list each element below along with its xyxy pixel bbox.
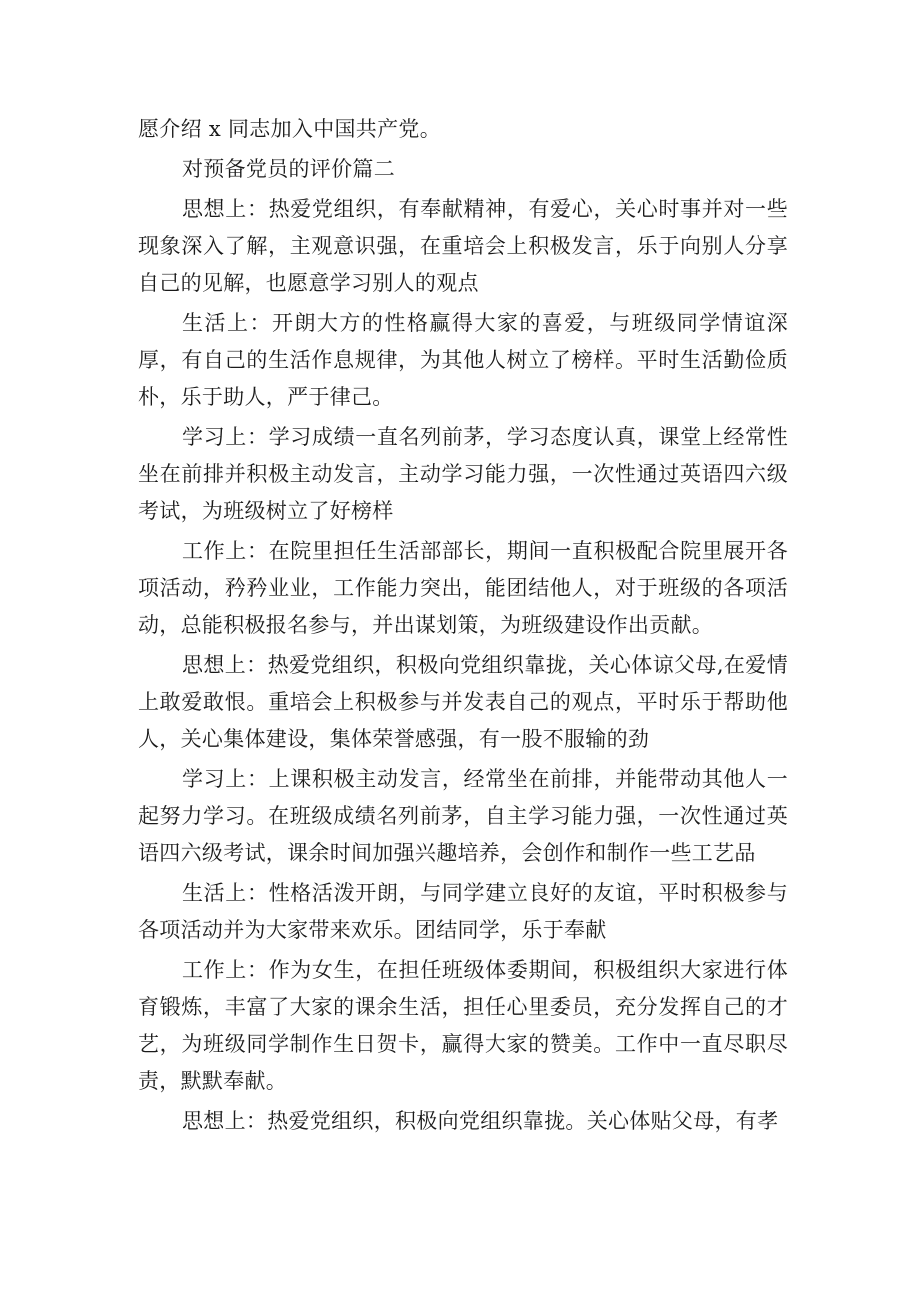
paragraph-work-1: 工作上：在院里担任生活部部长，期间一直积极配合院里展开各项活动，矜矜业业，工作能力突出，能团结他人，对于班级的各项活动，总能积极报名参与，并出谋划策，为班级建设作出贡献。 <box>138 539 788 637</box>
paragraph-thought-1: 思想上：热爱党组织，有奉献精神，有爱心，关心时事并对一些现象深入了解，主观意识强，在重培会上积极发言，乐于向别人分享自己的见解，也愿意学习别人的观点 <box>138 197 788 295</box>
section-heading: 对预备党员的评价篇二 <box>182 157 395 181</box>
paragraph-life-2: 生活上：性格活泼开朗，与同学建立良好的友谊，平时积极参与各项活动并为大家带来欢乐。团结同学，乐于奉献 <box>138 881 788 942</box>
paragraph-work-2: 工作上：作为女生，在担任班级体委期间，积极组织大家进行体育锻炼，丰富了大家的课余生活，担任心里委员，充分发挥自己的才艺，为班级同学制作生日贺卡，赢得大家的赞美。工作中一直尽职尽责，默默奉献。 <box>138 958 788 1093</box>
paragraph-study-1: 学习上：学习成绩一直名列前茅，学习态度认真，课堂上经常性坐在前排并积极主动发言，主动学习能力强，一次性通过英语四六级考试，为班级树立了好榜样 <box>138 425 788 523</box>
paragraph-life-1: 生活上：开朗大方的性格赢得大家的喜爱，与班级同学情谊深厚，有自己的生活作息规律，为其他人树立了榜样。平时生活勤俭质朴，乐于助人，严于律己。 <box>138 311 788 409</box>
document-body <box>138 111 788 1143</box>
paragraph-thought-3: 思想上：热爱党组织，积极向党组织靠拢。关心体贴父母，有孝 <box>182 1109 779 1133</box>
paragraph-study-2: 学习上：上课积极主动发言，经常坐在前排，并能带动其他人一起努力学习。在班级成绩名列前茅，自主学习能力强，一次性通过英语四六级考试，课余时间加强兴趣培养，会创作和制作一些工艺品 <box>138 767 788 865</box>
paragraph-thought-2: 思想上：热爱党组织，积极向党组织靠拢，关心体谅父母,在爱情上敢爱敢恨。重培会上积极参与并发表自己的观点，平时乐于帮助他人，关心集体建设，集体荣誉感强，有一股不服输的劲 <box>138 653 788 751</box>
paragraph-closing-line: 愿介绍 x 同志加入中国共产党。 <box>138 117 441 141</box>
